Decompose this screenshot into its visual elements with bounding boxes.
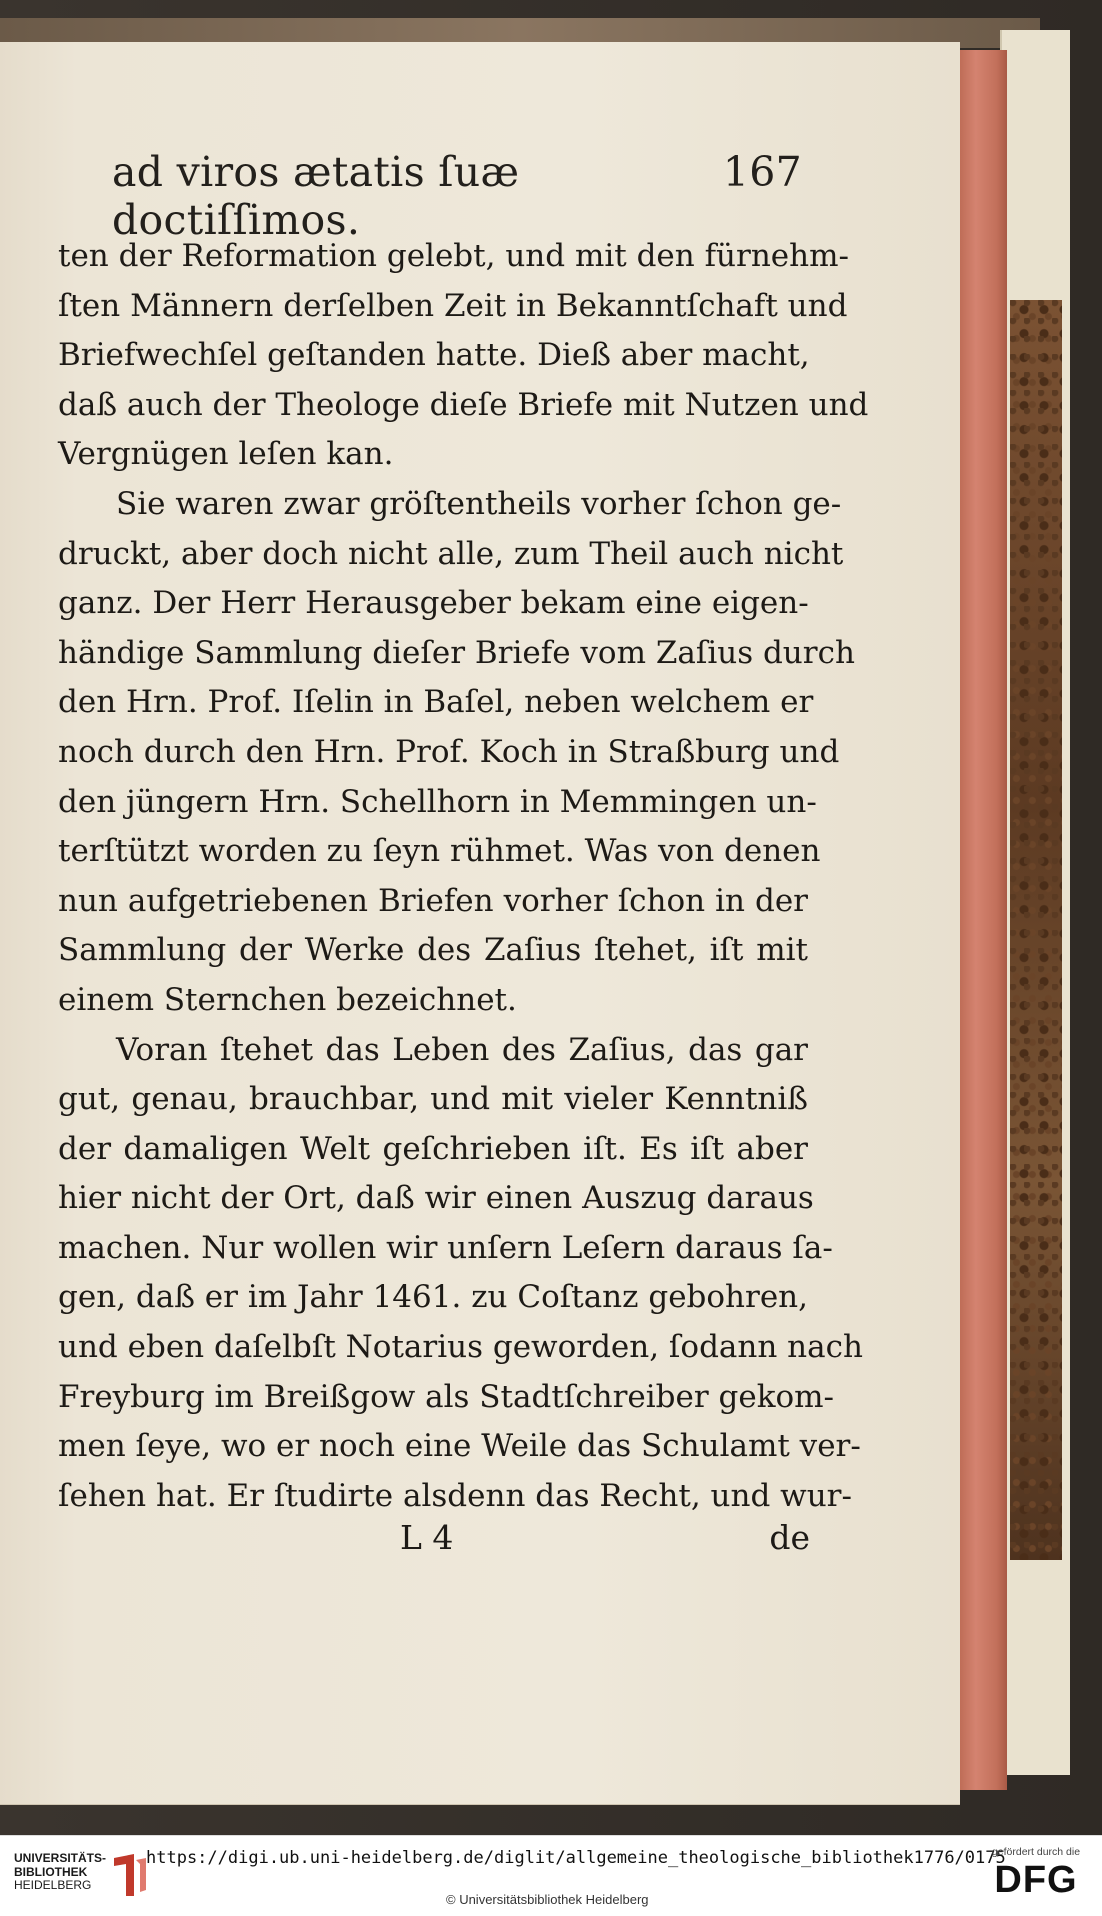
text-line: Sie waren zwar gröſtentheils vorher ſchon ge- bbox=[116, 485, 842, 522]
text-line: hier nicht der Ort, daß wir einen Auszug daraus bbox=[58, 1180, 814, 1217]
red-page-edges bbox=[955, 50, 1007, 1790]
text-line: Freyburg im Breißgow als Stadtſchreiber gekom- bbox=[58, 1378, 835, 1415]
text-line: Voran ſtehet das Leben des Zaſius, das gar bbox=[116, 1031, 808, 1068]
funded-by-label: gefördert durch die bbox=[991, 1846, 1081, 1858]
library-name-line1: UNIVERSITÄTS- bbox=[14, 1851, 107, 1865]
running-title: ad viros ætatis ſuæ doctiſſimos. bbox=[112, 148, 520, 244]
library-name-line2: BIBLIOTHEK bbox=[14, 1864, 88, 1879]
text-line: ſten Männern derſelben Zeit in Bekanntſchaft und bbox=[58, 287, 848, 324]
text-line: den jüngern Hrn. Schellhorn in Memmingen un- bbox=[58, 783, 817, 820]
text-line: und eben daſelbſt Notarius geworden, ſodann nach bbox=[58, 1329, 863, 1366]
text-line: der damaligen Welt geſchrieben iſt. Es iſt aber bbox=[58, 1130, 808, 1167]
text-line: daß auch der Theologe dieſe Briefe mit Nutzen und bbox=[58, 386, 869, 423]
library-logo[interactable] bbox=[14, 1852, 124, 1906]
text-line: Sammlung der Werke des Zaſius ſtehet, iſt mit bbox=[58, 932, 808, 969]
dfg-wordmark: DFG bbox=[994, 1859, 1078, 1901]
text-line: noch durch den Hrn. Prof. Koch in Straßburg und bbox=[58, 733, 840, 770]
text-line: ganz. Der Herr Herausgeber bekam eine eigen- bbox=[58, 585, 809, 622]
text-line: machen. Nur wollen wir unſern Leſern daraus ſa- bbox=[58, 1229, 833, 1266]
text-line: druckt, aber doch nicht alle, zum Theil auch nicht bbox=[58, 535, 844, 572]
library-name-line3: HEIDELBERG bbox=[14, 1878, 92, 1892]
text-line: den Hrn. Prof. Iſelin in Baſel, neben welchem er bbox=[58, 684, 814, 721]
text-line: Vergnügen leſen kan. bbox=[58, 436, 394, 473]
text-line: gut, genau, brauchbar, und mit vieler Kenntniß bbox=[58, 1081, 808, 1118]
text-line: nun aufgetriebenen Briefen vorher ſchon in der bbox=[58, 882, 808, 919]
text-line: men ſeye, wo er noch eine Weile das Schulamt ver- bbox=[58, 1428, 861, 1465]
signature-mark: L 4 bbox=[400, 1518, 454, 1557]
permalink-url[interactable]: https://digi.ub.uni-heidelberg.de/diglit/allgemeine_theologische_bibliothek1776/0175 bbox=[146, 1848, 1006, 1868]
text-line: einem Sternchen bezeichnet. bbox=[58, 981, 517, 1018]
text-line: händige Sammlung dieſer Briefe vom Zaſius durch bbox=[58, 634, 855, 671]
page-number: 167 bbox=[722, 148, 802, 196]
text-line: Briefwechſel geſtanden hatte. Dieß aber macht, bbox=[58, 337, 810, 374]
library-emblem-icon bbox=[110, 1850, 150, 1900]
text-line: ten der Reformation gelebt, und mit den fürnehm- bbox=[58, 238, 849, 274]
text-line: ſehen hat. Er ſtudirte alsdenn das Recht, und wur- bbox=[58, 1477, 852, 1514]
page-footer bbox=[400, 1518, 810, 1568]
body-text bbox=[58, 232, 869, 1521]
text-line: gen, daß er im Jahr 1461. zu Coſtanz gebohren, bbox=[58, 1279, 808, 1316]
dfg-logo[interactable] bbox=[980, 1846, 1092, 1910]
catchword: de bbox=[769, 1518, 810, 1557]
leather-binding bbox=[1010, 300, 1062, 1560]
copyright-notice: © Universitätsbibliothek Heidelberg bbox=[446, 1892, 649, 1907]
text-line: terſtützt worden zu ſeyn rühmet. Was von denen bbox=[58, 833, 821, 870]
running-header bbox=[112, 148, 802, 244]
viewer-footer-bar bbox=[0, 1835, 1102, 1916]
